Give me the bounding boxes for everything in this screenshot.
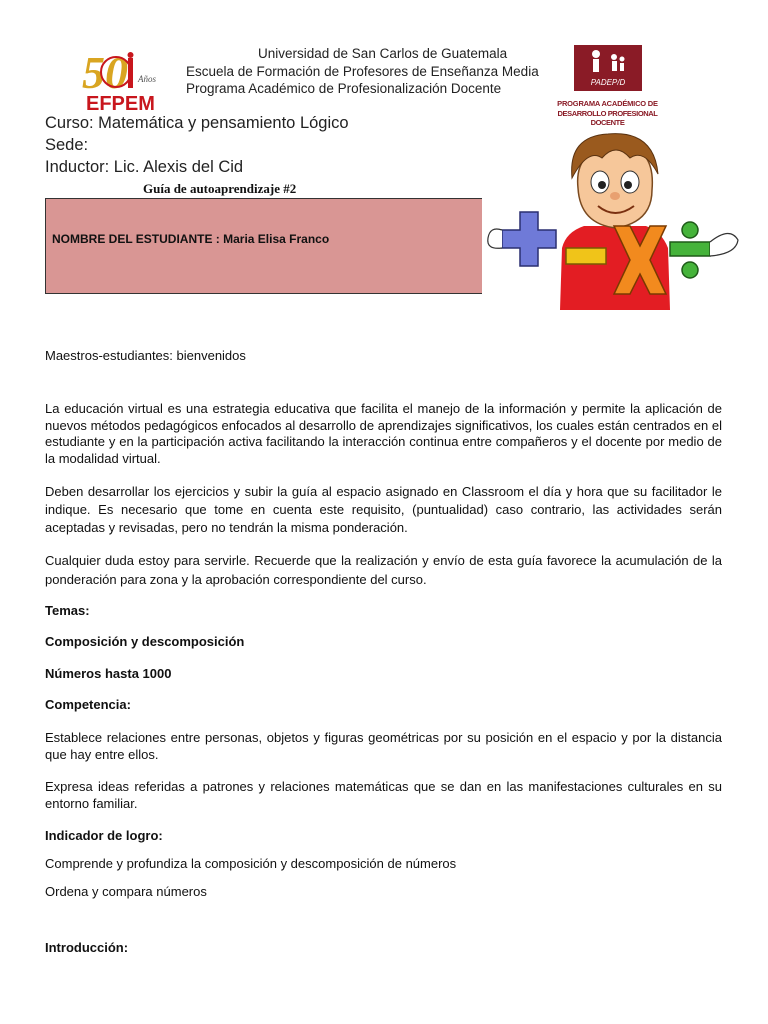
header-line-university: Universidad de San Carlos de Guatemala (258, 46, 508, 61)
efpem-logo-icon (80, 48, 176, 114)
paragraph-2: Deben desarrollar los ejercicios y subir la guía al espacio asignado en Classroom el día y hora que su facilitador le indique. Es necesario que tome en cuenta este requisito, (puntualidad) caso contrario, las actividades serán aceptadas y revisadas, pero no tendrán la misma ponderación. (45, 484, 722, 535)
svg-text:PADEP/D: PADEP/D (590, 78, 626, 87)
tema-2: Números hasta 1000 (45, 666, 172, 681)
header-line-school: Escuela de Formación de Profesores de Enseñanza Media (186, 64, 539, 79)
indicador-1: Comprende y profundiza la composición y descomposición de números (45, 856, 457, 871)
header-line-program: Programa Académico de Profesionalización Docente (186, 81, 502, 96)
svg-text:50: 50 (82, 48, 128, 98)
math-boy-illustration-icon (484, 130, 742, 315)
competencia-heading: Competencia: (45, 697, 131, 712)
indicador-2: Ordena y compara números (45, 884, 207, 899)
padep-logo-icon (574, 45, 642, 91)
indicador-heading: Indicador de logro: (45, 828, 163, 843)
paragraph-1: La educación virtual es una estrategia educativa que facilita el manejo de la información y permite la aplicación de nuevos métodos pedagógicos enfocados al desarrollo de aprendizajes significativos, los cuales están centrados en el estudiante y en la participación activa facilitando la interacción continua entre compañeros y el docente por medio de la modalidad virtual. (45, 401, 722, 466)
temas-heading: Temas: (45, 603, 90, 618)
paragraph-3: Cualquier duda estoy para servirle. Recuerde que la realización y envío de esta guía favorece la acumulación de la ponderación para zona y la aprobación correspondiente del curso. (45, 553, 722, 587)
padep-caption-2: DESARROLLO PROFESIONAL DOCENTE (557, 109, 658, 127)
inductor-line: Inductor: Lic. Alexis del Cid (45, 158, 244, 176)
student-name-box (45, 198, 482, 294)
tema-1: Composición y descomposición (45, 634, 245, 649)
padep-caption-1: PROGRAMA ACADÉMICO DE (557, 99, 658, 108)
sede-line: Sede: (45, 136, 89, 154)
svg-text:Años: Años (138, 74, 156, 84)
course-line: Curso: Matemática y pensamiento Lógico (45, 114, 349, 132)
introduccion-heading: Introducción: (45, 940, 129, 955)
svg-text:EFPEM: EFPEM (86, 93, 155, 114)
competencia-2: Expresa ideas referidas a patrones y relaciones matemáticas que se dan en las manifestaciones culturales en su entorno familiar. (45, 779, 722, 811)
welcome-text: Maestros-estudiantes: bienvenidos (45, 348, 246, 363)
student-name-label: NOMBRE DEL ESTUDIANTE : Maria Elisa Franco (52, 232, 330, 246)
guide-title: Guía de autoaprendizaje #2 (143, 181, 297, 196)
competencia-1: Establece relaciones entre personas, objetos y figuras geométricas por su posición en el espacio y por la distancia que hay entre ellos. (45, 730, 722, 762)
